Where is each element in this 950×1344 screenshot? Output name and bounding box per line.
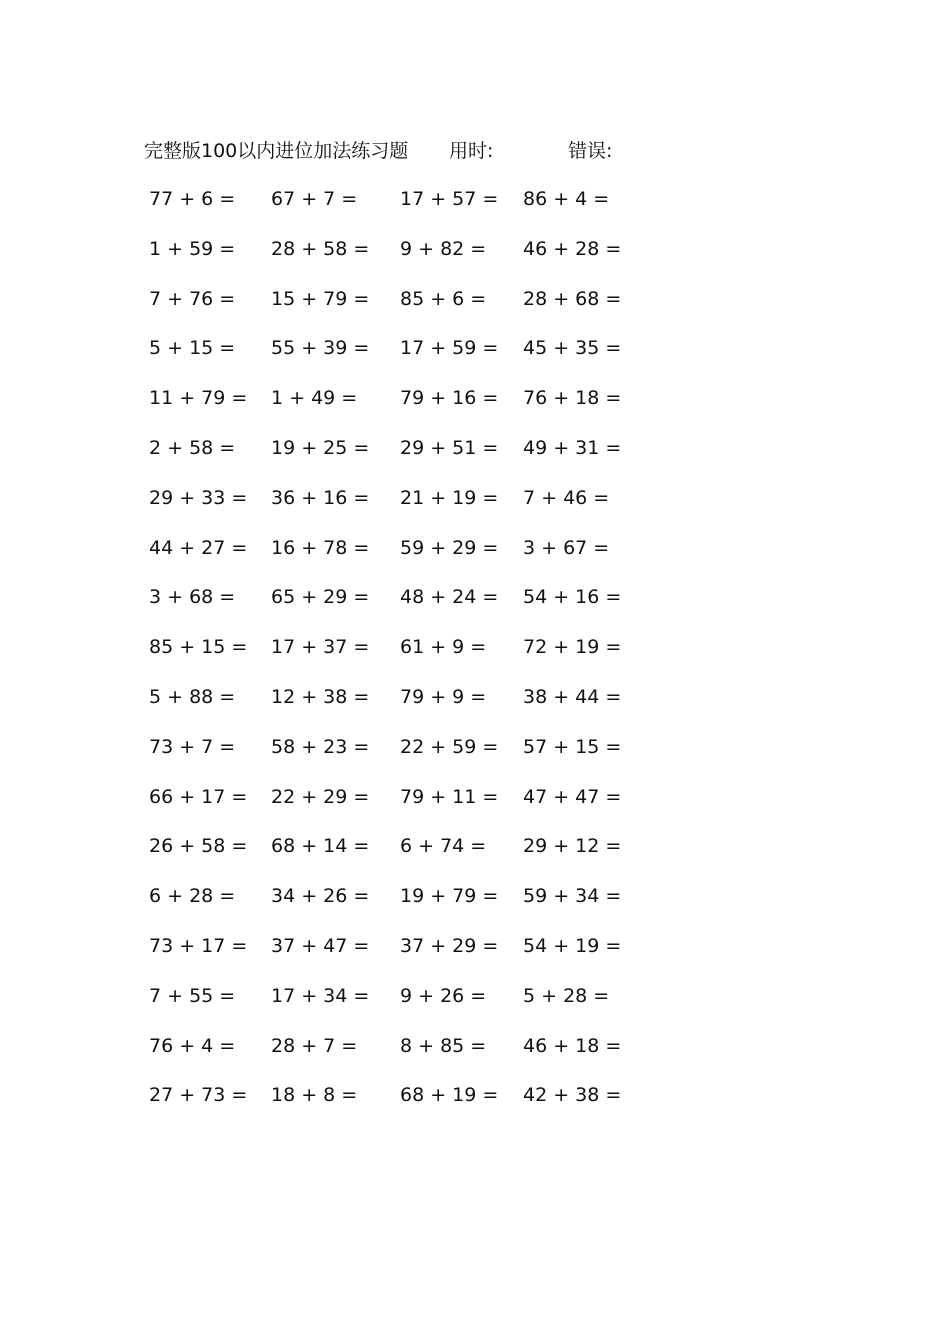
problem-item: 79 + 9 = bbox=[400, 685, 487, 708]
problem-item: 5 + 88 = bbox=[149, 685, 236, 708]
problem-item: 72 + 19 = bbox=[523, 636, 622, 659]
problem-item: 57 + 15 = bbox=[523, 735, 622, 758]
problem-item: 59 + 34 = bbox=[523, 885, 622, 908]
problem-item: 65 + 29 = bbox=[271, 586, 370, 609]
problem-item: 3 + 67 = bbox=[523, 536, 610, 559]
problem-item: 27 + 73 = bbox=[149, 1084, 248, 1107]
problem-item: 61 + 9 = bbox=[400, 636, 487, 659]
problem-item: 28 + 68 = bbox=[523, 287, 622, 310]
problem-item: 11 + 79 = bbox=[149, 387, 248, 410]
problem-item: 12 + 38 = bbox=[271, 685, 370, 708]
problem-item: 46 + 18 = bbox=[523, 1034, 622, 1057]
problem-item: 5 + 15 = bbox=[149, 337, 236, 360]
problem-item: 54 + 16 = bbox=[523, 586, 622, 609]
problem-item: 26 + 58 = bbox=[149, 835, 248, 858]
problem-item: 7 + 46 = bbox=[523, 486, 610, 509]
problem-item: 77 + 6 = bbox=[149, 188, 236, 210]
problem-item: 19 + 79 = bbox=[400, 885, 499, 908]
problem-item: 67 + 7 = bbox=[271, 188, 358, 210]
problem-item: 3 + 68 = bbox=[149, 586, 236, 609]
problem-item: 76 + 4 = bbox=[149, 1034, 236, 1057]
problem-item: 47 + 47 = bbox=[523, 785, 622, 808]
problem-item: 58 + 23 = bbox=[271, 735, 370, 758]
problem-item: 22 + 59 = bbox=[400, 735, 499, 758]
problem-item: 85 + 15 = bbox=[149, 636, 248, 659]
problem-item: 54 + 19 = bbox=[523, 934, 622, 957]
problem-item: 17 + 34 = bbox=[271, 984, 370, 1007]
problem-item: 45 + 35 = bbox=[523, 337, 622, 360]
problem-item: 29 + 51 = bbox=[400, 436, 499, 459]
problem-item: 59 + 29 = bbox=[400, 536, 499, 559]
problem-item: 6 + 74 = bbox=[400, 835, 487, 858]
problem-item: 73 + 7 = bbox=[149, 735, 236, 758]
problem-item: 85 + 6 = bbox=[400, 287, 487, 310]
problem-item: 17 + 59 = bbox=[400, 337, 499, 360]
problem-item: 8 + 85 = bbox=[400, 1034, 487, 1057]
problem-item: 73 + 17 = bbox=[149, 934, 248, 957]
problem-item: 19 + 25 = bbox=[271, 436, 370, 459]
problem-item: 37 + 29 = bbox=[400, 934, 499, 957]
problem-item: 6 + 28 = bbox=[149, 885, 236, 908]
problem-item: 37 + 47 = bbox=[271, 934, 370, 957]
problem-item: 42 + 38 = bbox=[523, 1084, 622, 1107]
problem-item: 7 + 76 = bbox=[149, 287, 236, 310]
problem-item: 18 + 8 = bbox=[271, 1084, 358, 1107]
problem-item: 44 + 27 = bbox=[149, 536, 248, 559]
problem-item: 29 + 33 = bbox=[149, 486, 248, 509]
problem-item: 28 + 58 = bbox=[271, 237, 370, 260]
worksheet-title: 完整版100以内进位加法练习题 bbox=[144, 140, 409, 162]
problem-item: 66 + 17 = bbox=[149, 785, 248, 808]
problem-item: 15 + 79 = bbox=[271, 287, 370, 310]
problem-item: 55 + 39 = bbox=[271, 337, 370, 360]
problem-item: 22 + 29 = bbox=[271, 785, 370, 808]
problem-item: 46 + 28 = bbox=[523, 237, 622, 260]
problem-item: 48 + 24 = bbox=[400, 586, 499, 609]
problem-item: 16 + 78 = bbox=[271, 536, 370, 559]
problem-item: 7 + 55 = bbox=[149, 984, 236, 1007]
errors-label: 错误: bbox=[568, 140, 613, 162]
problem-item: 17 + 57 = bbox=[400, 188, 499, 210]
problem-item: 76 + 18 = bbox=[523, 387, 622, 410]
problem-item: 9 + 26 = bbox=[400, 984, 487, 1007]
problem-item: 68 + 19 = bbox=[400, 1084, 499, 1107]
problem-item: 2 + 58 = bbox=[149, 436, 236, 459]
problem-item: 17 + 37 = bbox=[271, 636, 370, 659]
problem-item: 79 + 16 = bbox=[400, 387, 499, 410]
problem-item: 86 + 4 = bbox=[523, 188, 610, 210]
time-label: 用时: bbox=[449, 140, 494, 162]
problem-item: 34 + 26 = bbox=[271, 885, 370, 908]
problem-item: 38 + 44 = bbox=[523, 685, 622, 708]
problem-item: 28 + 7 = bbox=[271, 1034, 358, 1057]
problem-item: 5 + 28 = bbox=[523, 984, 610, 1007]
problem-item: 9 + 82 = bbox=[400, 237, 487, 260]
problem-item: 1 + 49 = bbox=[271, 387, 358, 410]
problem-item: 36 + 16 = bbox=[271, 486, 370, 509]
problem-item: 1 + 59 = bbox=[149, 237, 236, 260]
problem-item: 79 + 11 = bbox=[400, 785, 499, 808]
problem-item: 21 + 19 = bbox=[400, 486, 499, 509]
problem-item: 68 + 14 = bbox=[271, 835, 370, 858]
problem-item: 49 + 31 = bbox=[523, 436, 622, 459]
problem-item: 29 + 12 = bbox=[523, 835, 622, 858]
